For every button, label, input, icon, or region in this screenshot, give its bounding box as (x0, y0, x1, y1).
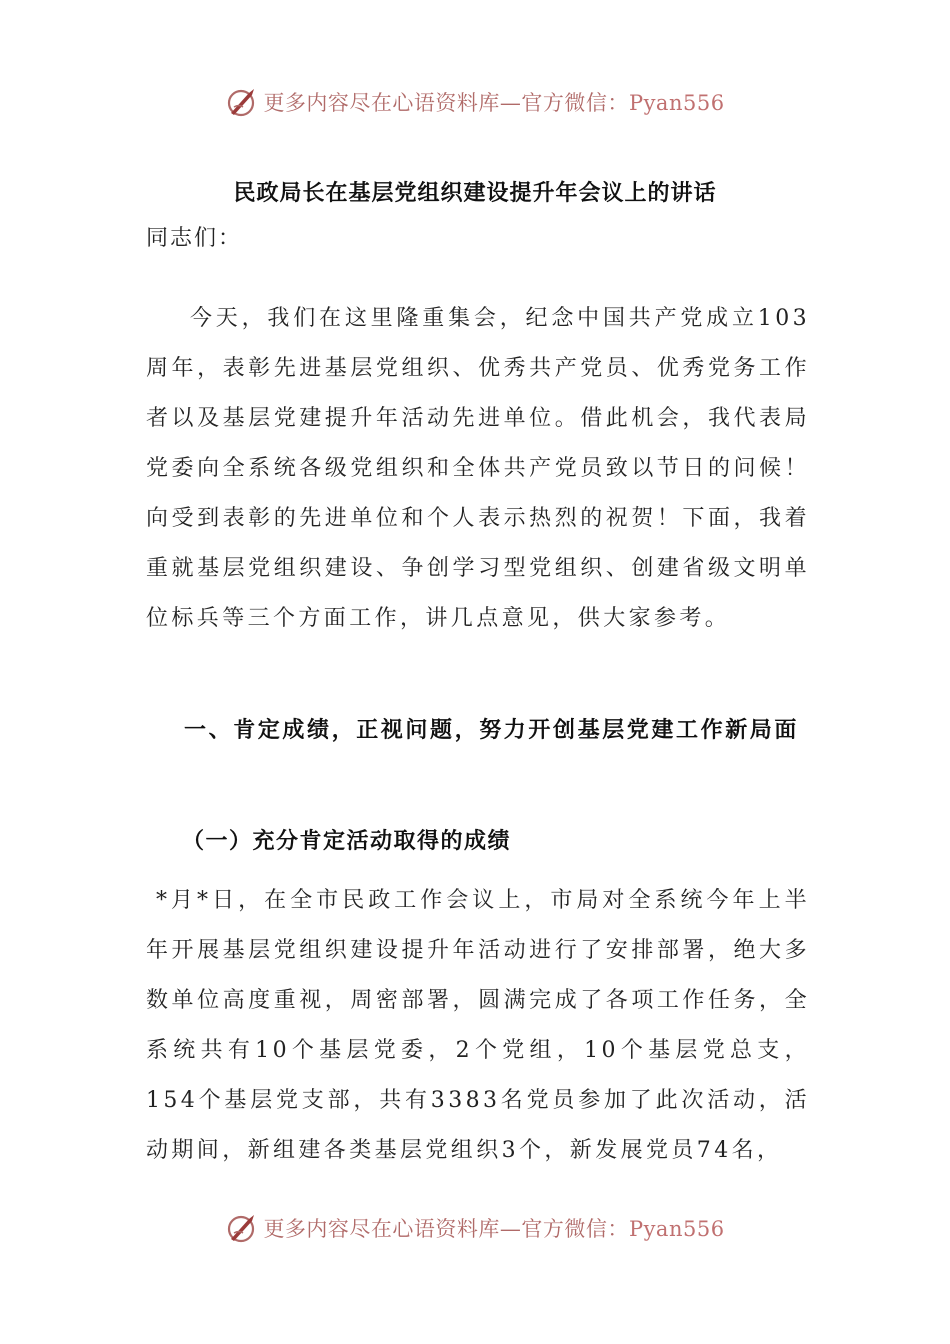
banner-wechat-id: Pyan556 (628, 91, 725, 115)
banner-text (263, 87, 724, 117)
pen-logo-icon (225, 85, 259, 119)
banner-text (263, 1213, 724, 1243)
banner-wechat-id: Pyan556 (628, 1217, 725, 1241)
banner-slogan: 更多内容尽在心语资料库—官方微信： (263, 91, 629, 115)
paragraph-1: 今天，我们在这里隆重集会，纪念中国共产党成立103周年，表彰先进基层党组织、优秀共产党员、优秀党务工作者以及基层党建提升年活动先进单位。借此机会，我代表局党委向全系统各级党组织和全体共产党员致以节日的问候！向受到表彰的先进单位和个人表示热烈的祝贺！下面，我着重就基层党组织建设、争创学习型党组织、创建省级文明单位标兵等三个方面工作，讲几点意见，供大家参考。 (146, 306, 810, 631)
subsection-heading-1: （一）充分肯定活动取得的成绩 (182, 828, 512, 854)
header-banner (0, 82, 950, 122)
document-title: 民政局长在基层党组织建设提升年会议上的讲话 (233, 180, 717, 206)
pen-logo-icon (225, 1211, 259, 1245)
salutation: 同志们： (146, 226, 243, 251)
paragraph-2: *月*日，在全市民政工作会议上，市局对全系统今年上半年开展基层党组织建设提升年活动进行了安排部署，绝大多数单位高度重视，周密部署，圆满完成了各项工作任务，全系统共有10个基层党委，2个党组，10个基层党总支，154个基层党支部，共有3383名党员参加了此次活动，活动期间，新组建各类基层党组织3个，新发展党员74名， (146, 888, 810, 1163)
section-heading-1: 一、肯定成绩，正视问题，努力开创基层党建工作新局面 (184, 717, 800, 743)
footer-banner (0, 1208, 950, 1248)
banner-slogan: 更多内容尽在心语资料库—官方微信： (263, 1217, 629, 1241)
